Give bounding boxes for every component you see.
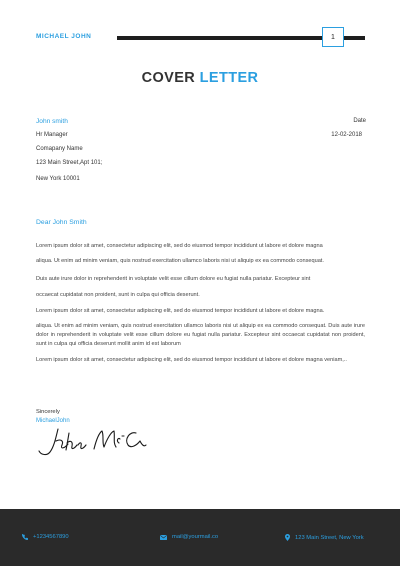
footer-email[interactable] bbox=[160, 534, 218, 540]
footer-phone[interactable] bbox=[22, 534, 69, 540]
page-number-box: 1 bbox=[322, 27, 344, 47]
date-label: Date bbox=[353, 118, 366, 124]
footer-email-text: mail@yourmail.co bbox=[172, 534, 219, 540]
date-value: 12-02-2018 bbox=[331, 132, 362, 138]
paragraph-3: Duis aute irure dolor in reprehenderit in voluptate velit esse cillum dolore eu fugiat nulla pariatur. Excepteur sint bbox=[36, 276, 311, 282]
header-name: MICHAEL JOHN bbox=[36, 33, 92, 40]
paragraph-7: Lorem ipsum dolor sit amet, consectetur adipiscing elit, sed do eiusmod tempor incididunt ut labore et dolore magna veniam,.. bbox=[36, 357, 347, 363]
phone-icon bbox=[22, 534, 28, 540]
sender-city: New York 10001 bbox=[36, 176, 80, 182]
closing-name: MichaelJohn bbox=[36, 418, 70, 424]
title-cover: COVER bbox=[141, 70, 196, 86]
sender-street: 123 Main Street,Apt 101; bbox=[36, 160, 103, 166]
footer-address[interactable] bbox=[285, 534, 364, 541]
sender-company: Comapany Name bbox=[36, 146, 83, 152]
closing-sincerely: Sincerely bbox=[36, 409, 60, 415]
page-title bbox=[0, 70, 400, 86]
paragraph-1: Lorem ipsum dolor sit amet, consectetur adipiscing elit, sed do eiusmod tempor incididunt ut labore et dolore magna bbox=[36, 243, 323, 249]
sender-name: John smith bbox=[36, 118, 68, 125]
footer-address-text: 123 Main Street, New York bbox=[295, 534, 364, 541]
envelope-icon bbox=[160, 535, 167, 540]
footer-phone-text: +1234567890 bbox=[33, 534, 69, 540]
greeting: Dear John Smith bbox=[36, 219, 87, 226]
paragraph-4: occaecat cupidatat non proident, sunt in culpa qui officia deserunt. bbox=[36, 292, 200, 298]
map-pin-icon bbox=[285, 534, 290, 541]
paragraph-2: aliqua. Ut enim ad minim veniam, quis nostrud exercitation ullamco laboris nisi ut aliquip ex ea commodo consequat. bbox=[36, 258, 324, 264]
paragraph-5: Lorem ipsum dolor sit amet, consectetur adipiscing elit, sed do eiusmod tempor incididunt ut labore et dolore magna. bbox=[36, 308, 325, 314]
signature-image bbox=[36, 425, 148, 459]
title-letter: LETTER bbox=[199, 70, 259, 86]
paragraph-6: aliqua. Ut enim ad minim veniam, quis nostrud exercitation ullamco laboris nisi ut aliquip ex ea commodo consequat. Duis aute irure dolor in reprehenderit in voluptate velit esse cillum dolore eu fugiat nulla pariatur. Excepteur sint occaecat cupidatat non proident, sunt in culpa qui officia deserunt mollit anim id est laborum bbox=[36, 323, 365, 347]
sender-position: Hr Manager bbox=[36, 132, 68, 138]
